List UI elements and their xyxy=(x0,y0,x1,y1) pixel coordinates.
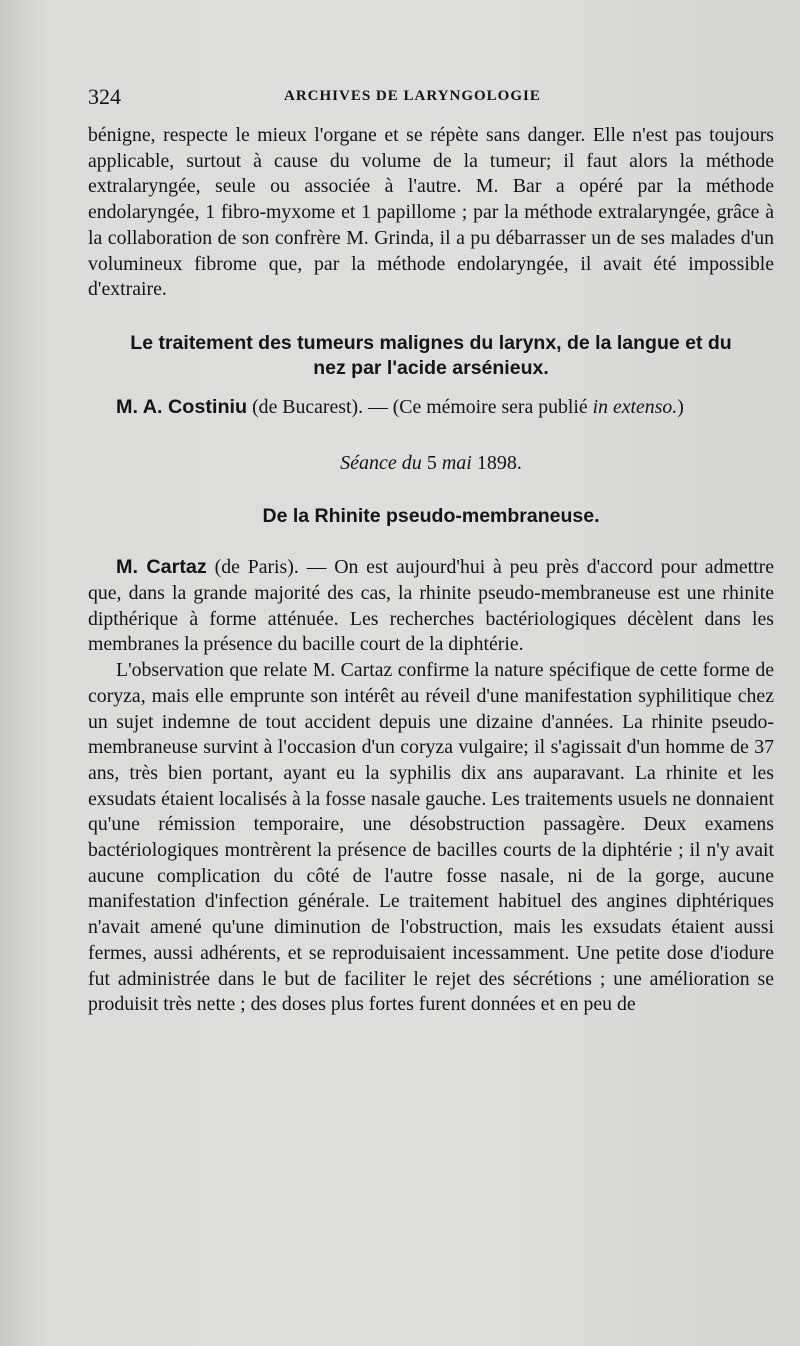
body-text xyxy=(88,123,774,1018)
cartaz-intro-text: (de Paris). — On est aujourd'hui à peu près d'accord pour admettre que, dans la grande majorité des cas, la rhinite pseudo-membraneuse est une rhinite dipthérique à forme atténuée. Les recherches bactériologiques décèlent dans les membranes la présence du bacille court de la diphtérie. xyxy=(88,556,775,656)
paragraph-cartaz-observation: L'observation que relate M. Cartaz confirme la nature spécifique de cette forme de coryza, mais elle emprunte son intérêt au réveil d'une manifestation syphilitique chez un sujet indemne de tout accident depuis une dizaine d'années. La rhinite pseudo-membraneuse survint à l'occasion d'un coryza vulgaire; il s'agissait d'un homme de 37 ans, très bien portant, ayant eu la syphilis dix ans auparavant. La rhinite et les exsudats étaient localisés à la fosse nasale gauche. Les traitements usuels ne donnaient qu'une rémission temporaire, une désobstruction passagère. Deux examens bactériologiques montrèrent la présence de bacilles courts de la diphtérie ; il n'y avait aucune complication du côté de l'autre fosse nasale, ni de la gorge, aucune manifestation d'infection générale. Le traitement habituel des angines diphtériques n'avait amené qu'une diminution de l'obstruction, mais les exsudats étaient aussi fermes, aussi adhérents, et se reproduisaient incessamment. Une petite dose d'iodure fut administrée dans le but de faciliter le rejet des sécrétions ; une amélioration se produisit très nette ; des doses plus fortes furent données et en peu de xyxy=(88,659,774,1016)
costiniu-close: ) xyxy=(677,395,684,418)
costiniu-text: (de Bucarest). — (Ce mémoire sera publié xyxy=(247,395,593,418)
costiniu-italic: in extenso. xyxy=(592,395,678,418)
author-cartaz: M. Cartaz xyxy=(116,556,207,579)
session-heading xyxy=(88,451,774,477)
page-header xyxy=(88,84,778,114)
section-title-rhinite: De la Rhinite pseudo-membraneuse. xyxy=(262,505,600,528)
session-year: 1898. xyxy=(476,451,522,474)
author-costiniu: M. A. Costiniu xyxy=(116,395,248,418)
session-prefix: Séance du xyxy=(340,451,427,474)
paragraph-cartaz-intro xyxy=(88,555,774,658)
paragraph-continuation: bénigne, respecte le mieux l'organe et se répète sans danger. Elle n'est pas toujours applicable, surtout à cause du volume de la tumeur; il faut alors la méthode extralaryngée, seule ou associée à l'autre. M. Bar a opéré par la méthode endolaryngée, 1 fibro-myxome et 1 papillome ; par la méthode extralaryngée, grâce à la collaboration de son confrère M. Grinda, il a pu débarrasser un de ses malades d'un volumineux fibrome que, par la méthode endolaryngée, il avait été impossible d'extraire. xyxy=(88,124,774,301)
section-title-arsenic: Le traitement des tumeurs malignes du larynx, de la langue et du nez par l'acide arsénieux. xyxy=(130,331,732,379)
session-day: 5 xyxy=(426,451,437,474)
running-head: ARCHIVES DE LARYNGOLOGIE xyxy=(284,88,541,104)
page-number: 324 xyxy=(88,84,121,109)
session-month: mai xyxy=(436,451,477,474)
paragraph-costiniu xyxy=(88,395,774,421)
